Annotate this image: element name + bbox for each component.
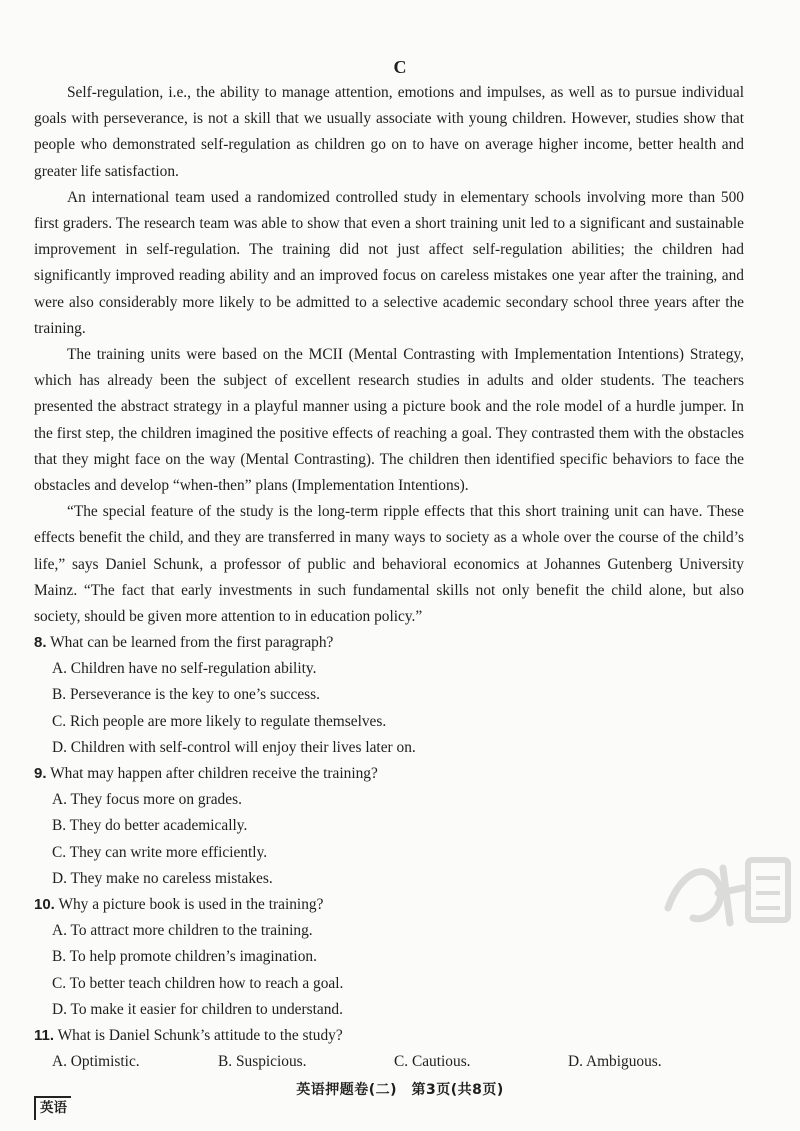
option-b: B. Perseverance is the key to one’s success.: [52, 686, 320, 704]
question-list: [34, 630, 744, 1075]
passage-paragraph-1: Self-regulation, i.e., the ability to manage attention, emotions and impulses, as well as to pursue individual goals with perseverance, is not a skill that we usually associate with young children. However, studies show that people who demonstrated self-regulation as children go on to have on average higher income, better health and greater life satisfaction.: [34, 84, 744, 180]
section-title: C: [393, 57, 407, 77]
option-c: C. To better teach children how to reach a goal.: [52, 974, 344, 992]
question-stem: Why a picture book is used in the training?: [58, 896, 324, 914]
option-d: D. Ambiguous.: [568, 1053, 662, 1071]
question-stem: What may happen after children receive the training?: [50, 765, 378, 783]
question-number: 8.: [34, 634, 47, 651]
option-c: C. They can write more efficiently.: [52, 843, 268, 861]
question-number: 9.: [34, 765, 47, 783]
question-10: [34, 892, 744, 1023]
option-row: [34, 1049, 744, 1075]
option-b: B. To help promote children’s imagination.: [52, 948, 317, 966]
option-c: C. Cautious.: [394, 1053, 471, 1071]
subject-tag: 英语: [34, 1096, 71, 1120]
option-a: A. They focus more on grades.: [52, 791, 242, 809]
option-b: B. Suspicious.: [218, 1053, 307, 1071]
option-d: D. To make it easier for children to understand.: [52, 1000, 343, 1018]
question-8: [34, 630, 744, 761]
option-d: D. They make no careless mistakes.: [52, 869, 273, 887]
question-stem: What is Daniel Schunk’s attitude to the study?: [57, 1027, 343, 1045]
passage-paragraph-4: “The special feature of the study is the long-term ripple effects that this short training unit can have. These effects benefit the child, and they are transferred in many ways to society as a whole over the course of the child’s life,” says Daniel Schunk, a professor of public and behavioral economics at Johannes Gutenberg University Mainz. “The fact that early investments in such fundamental skills not only benefit the child alone, but also society, should be given more attention to in education policy.”: [34, 503, 744, 626]
option-a: A. Optimistic.: [52, 1053, 140, 1071]
passage-paragraph-2: An international team used a randomized controlled study in elementary schools involving more than 500 first graders. The research team was able to show that even a short training unit led to a significant and sustainable improvement in self-regulation. The training did not just affect self-regulation abilities; the children had significantly improved reading ability and an improved focus on careless mistakes one year after the training, and were also considerably more likely to be admitted to a selective academic secondary school three years after the training.: [34, 188, 744, 337]
question-number: 11.: [34, 1027, 55, 1045]
question-9: [34, 761, 744, 892]
passage-paragraph-3: The training units were based on the MCII (Mental Contrasting with Implementation Intentions) Strategy, which has already been the subject of excellent research studies in adults and older students. The teachers presented the abstract strategy in a playful manner using a picture book and the role model of a hurdle jumper. In the first step, the children imagined the positive effects of reaching a goal. They contrasted them with the obstacles that they might face on the way (Mental Contrasting). The children then identified specific behaviors to face the obstacles and develop “when-then” plans (Implementation Intentions).: [34, 346, 744, 495]
question-11: [34, 1023, 744, 1075]
question-number: 10.: [34, 896, 55, 914]
option-b: B. They do better academically.: [52, 817, 248, 835]
option-a: A. To attract more children to the training.: [52, 922, 313, 940]
option-c: C. Rich people are more likely to regulate themselves.: [52, 712, 387, 730]
option-a: A. Children have no self-regulation ability.: [52, 660, 317, 678]
page-footer: 英语押题卷(二) 第3页(共8页): [296, 1082, 504, 1098]
reading-passage: [34, 80, 744, 630]
option-d: D. Children with self-control will enjoy their lives later on.: [52, 738, 416, 756]
question-stem: What can be learned from the first paragraph?: [50, 634, 334, 651]
